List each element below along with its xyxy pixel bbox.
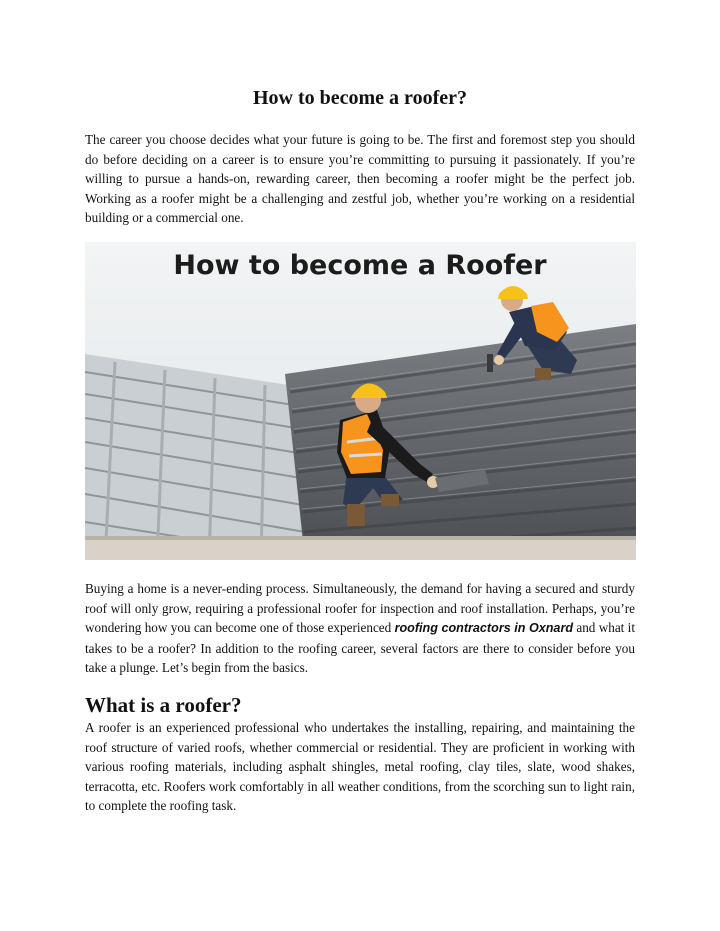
paragraph-text: and what it takes to be a roofer? In addition to the roofing career, several factors are there to consider before you take a plunge. Let’s begin from the basics. <box>85 620 635 675</box>
intro-paragraph: The career you choose decides what your future is going to be. The first and foremost step you should do before deciding on a career is to ensure you’re committing to pursuing it passionately. If you’re willing to pursue a hands-on, rewarding career, then becoming a roofer might be the perfect job. Working as a roofer might be a challenging and zestful job, whether you’re working on a residential building or a commercial one. <box>85 132 635 225</box>
image-caption: How to become a Roofer <box>173 250 547 281</box>
section-heading: What is a roofer? <box>85 693 242 717</box>
homeowner-paragraph <box>85 579 635 678</box>
section-paragraph: A roofer is an experienced professional who undertakes the installing, repairing, and maintaining the roof structure of varied roofs, whether commercial or residential. They are proficient in working with various roofing materials, including asphalt shingles, metal roofing, clay tiles, slate, wood shakes, terracotta, etc. Roofers work comfortably in all weather conditions, from the scorching sun to light rain, to complete the roofing task. <box>85 720 635 813</box>
roofers-photo <box>85 242 636 560</box>
page-title: How to become a roofer? <box>252 87 467 109</box>
paragraph-text: Buying a home is a never-ending process. Simultaneously, the demand for having a secured and sturdy roof will only grow, requiring a professional roofer for inspection and roof installation. Perhaps, you’re wondering how you can become one of those experienced <box>85 581 635 635</box>
roofing-contractors-link[interactable]: roofing contractors in Oxnard <box>394 621 574 635</box>
